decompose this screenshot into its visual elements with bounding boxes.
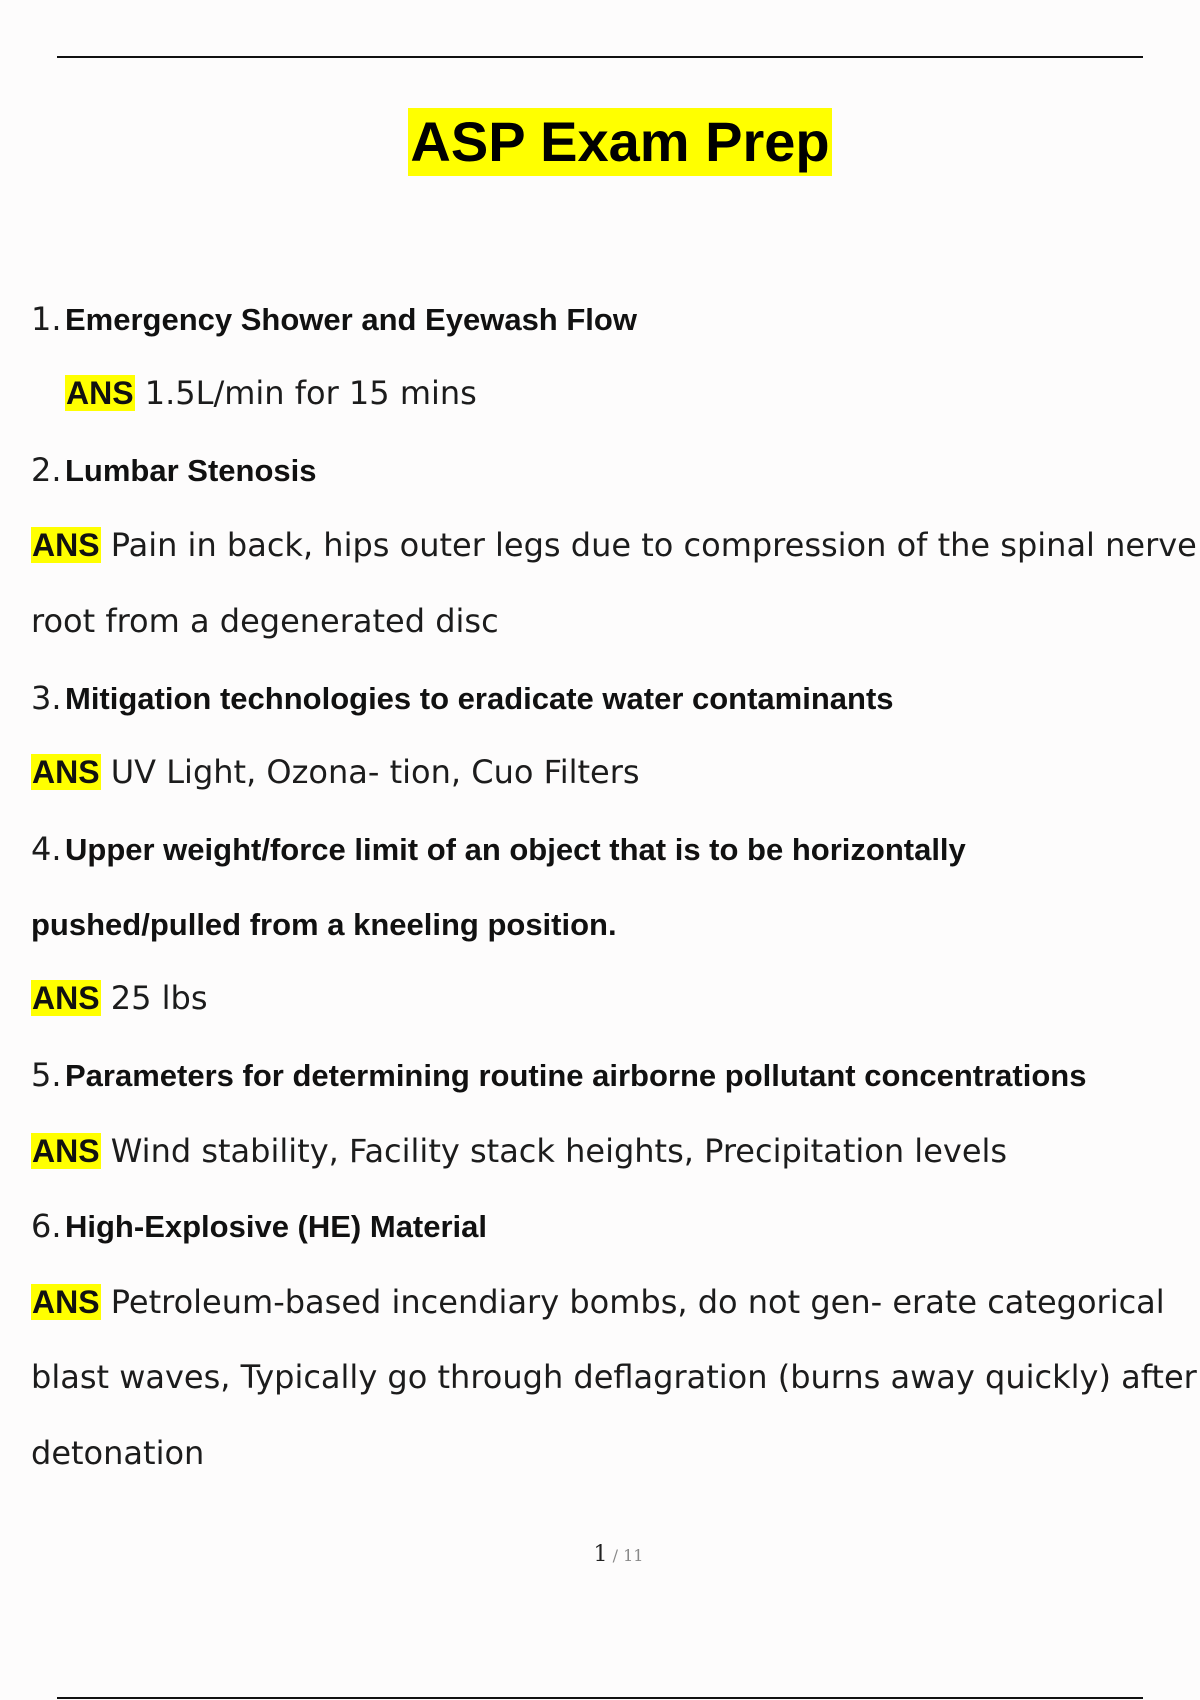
answer-1 — [65, 373, 477, 413]
top-rule — [57, 56, 1143, 58]
answer-4 — [31, 978, 208, 1018]
answer-6-continued — [31, 1357, 1197, 1397]
question-number: 3. — [31, 679, 62, 717]
ans-label: ANS — [32, 754, 100, 790]
question-4-continued — [31, 904, 617, 945]
question-number: 2. — [31, 451, 62, 489]
page-indicator — [0, 1542, 1200, 1567]
answer-text: UV Light, Ozona- tion, Cuo Filters — [110, 753, 640, 791]
answer-5 — [31, 1131, 1007, 1171]
question-text: Emergency Shower and Eyewash Flow — [65, 302, 637, 337]
question-text: pushed/pulled from a kneeling position. — [31, 907, 617, 942]
answer-text: detonation — [31, 1434, 205, 1472]
question-6 — [31, 1206, 487, 1247]
answer-text: Wind stability, Facility stack heights, Precipitation levels — [110, 1132, 1008, 1170]
answer-2 — [31, 525, 1197, 565]
answer-6-continued — [31, 1433, 204, 1473]
ans-label: ANS — [32, 1133, 100, 1169]
answer-text: blast waves, Typically go through deflagration (burns away quickly) after — [31, 1358, 1197, 1396]
ans-label: ANS — [32, 980, 100, 1016]
answer-text: Pain in back, hips outer legs due to compression of the spinal nerve — [110, 526, 1197, 564]
question-2 — [31, 450, 317, 491]
answer-text: 1.5L/min for 15 mins — [144, 374, 477, 412]
answer-6 — [31, 1282, 1165, 1322]
page-separator: / — [607, 1546, 624, 1565]
total-pages: 11 — [623, 1546, 644, 1565]
answer-text: root from a degenerated disc — [31, 602, 499, 640]
question-number: 6. — [31, 1207, 62, 1245]
question-number: 1. — [31, 300, 62, 338]
question-text: High-Explosive (HE) Material — [65, 1209, 488, 1244]
question-5 — [31, 1055, 1086, 1096]
question-4 — [31, 829, 966, 870]
question-text: Parameters for determining routine airborne pollutant concentrations — [65, 1058, 1087, 1093]
answer-text: Petroleum-based incendiary bombs, do not gen- erate categorical — [110, 1283, 1165, 1321]
ans-label: ANS — [66, 375, 134, 411]
question-number: 5. — [31, 1056, 62, 1094]
bottom-rule — [57, 1697, 1143, 1699]
answer-3 — [31, 752, 640, 792]
ans-label: ANS — [32, 527, 100, 563]
question-number: 4. — [31, 830, 62, 868]
question-text: Lumbar Stenosis — [65, 453, 317, 488]
answer-2-continued — [31, 601, 499, 641]
question-3 — [31, 678, 894, 719]
ans-label: ANS — [32, 1284, 100, 1320]
current-page: 1 — [593, 1542, 608, 1567]
question-text: Mitigation technologies to eradicate water contaminants — [65, 681, 894, 716]
question-text: Upper weight/force limit of an object that is to be horizontally — [65, 832, 966, 867]
title-container — [0, 108, 1200, 176]
page-title: ASP Exam Prep — [408, 108, 831, 176]
answer-text: 25 lbs — [110, 979, 208, 1017]
question-1 — [31, 299, 637, 340]
